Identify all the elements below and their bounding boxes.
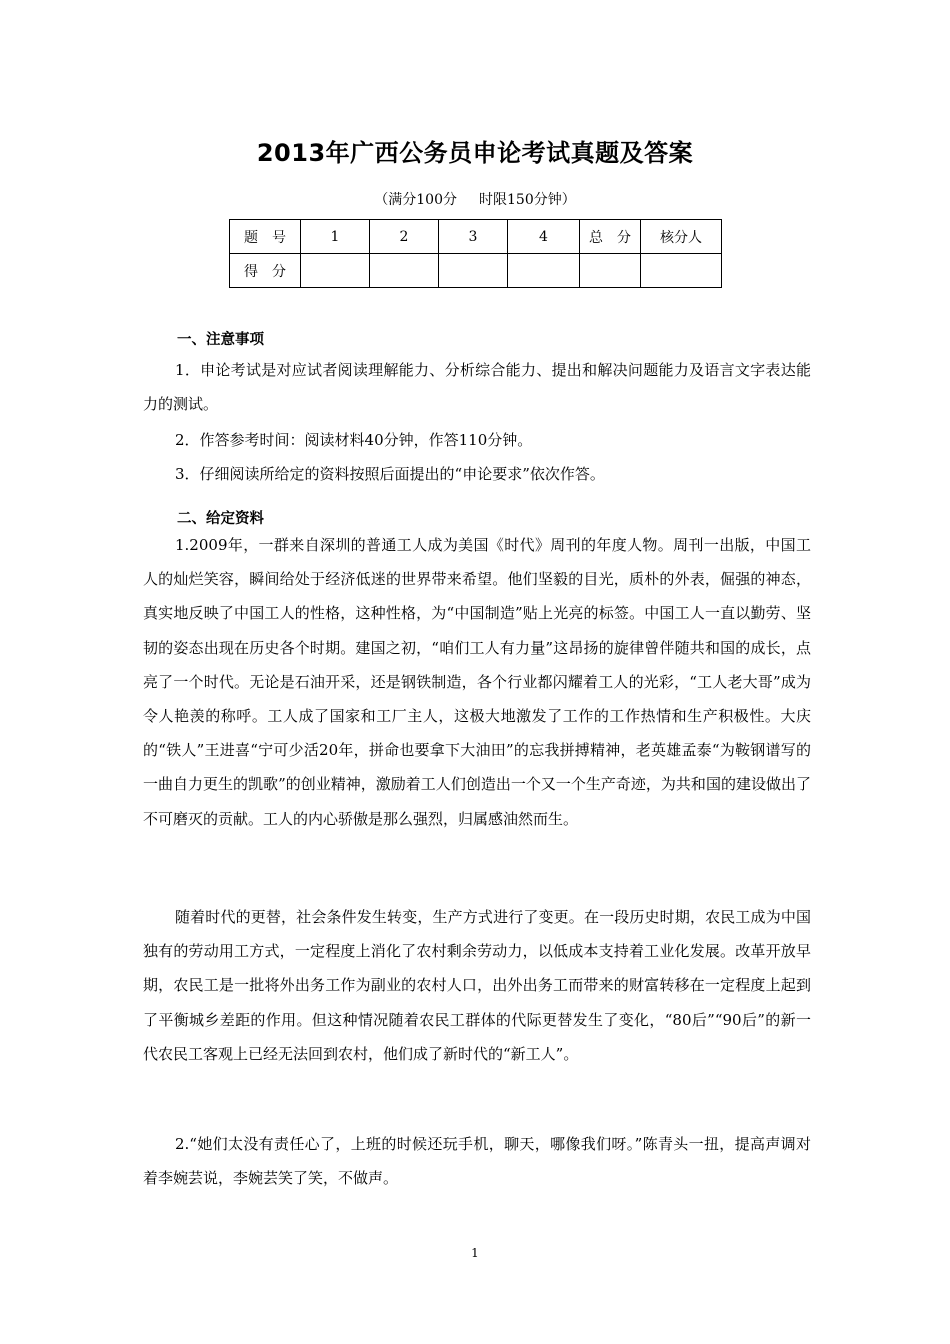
- header-cell-checker: 核分人: [641, 220, 722, 254]
- score-row-label: 得 分: [230, 254, 301, 288]
- header-cell-total: 总 分: [580, 220, 641, 254]
- notes-item-3: 3．仔细阅读所给定的资料按照后面提出的“申论要求”依次作答。: [175, 465, 605, 483]
- header-cell-q2: 2: [370, 220, 439, 254]
- header-cell-q3: 3: [439, 220, 508, 254]
- score-cell-total[interactable]: [580, 254, 641, 288]
- score-table-header-row: [230, 220, 722, 254]
- score-cell-q2[interactable]: [370, 254, 439, 288]
- document-title: 2013年广西公务员申论考试真题及答案: [256, 139, 694, 167]
- header-cell-q4: 4: [508, 220, 580, 254]
- exam-subtitle: [0, 189, 950, 209]
- material-paragraph-2: 随着时代的更替，社会条件发生转变，生产方式进行了变更。在一段历史时期，农民工成为中国独有的劳动用工方式，一定程度上消化了农村剩余劳动力，以低成本支持着工业化发展。改革开放早期，农民工是一批将外出务工作为副业的农村人口，出外出务工而带来的财富转移在一定程度上起到了平衡城乡差距的作用。但这种情况随着农民工群体的代际更替发生了变化，“80后”“90后”的新一代农民工客观上已经无法回到农村，他们成了新时代的“新工人”。: [143, 908, 811, 1063]
- page-number: 1: [471, 1246, 479, 1260]
- section-heading-notes: 一、注意事项: [177, 332, 264, 348]
- time-limit-text: 时限150分钟）: [479, 192, 576, 208]
- notes-item-1: 1．申论考试是对应试者阅读理解能力、分析综合能力、提出和解决问题能力及语言文字表达能力的测试。: [143, 361, 811, 414]
- full-score-text: （满分100分: [374, 192, 457, 208]
- score-cell-checker[interactable]: [641, 254, 722, 288]
- material-paragraph-1: 1.2009年，一群来自深圳的普通工人成为美国《时代》周刊的年度人物。周刊一出版，中国工人的灿烂笑容，瞬间给处于经济低迷的世界带来希望。他们坚毅的目光，质朴的外表，倔强的神态，真实地反映了中国工人的性格，这种性格，为“中国制造”贴上光亮的标签。中国工人一直以勤劳、坚韧的姿态出现在历史各个时期。建国之初，“咱们工人有力量”这昂扬的旋律曾伴随共和国的成长，点亮了一个时代。无论是石油开采，还是钢铁制造，各个行业都闪耀着工人的光彩，“工人老大哥”成为令人艳羡的称呼。工人成了国家和工厂主人，这极大地激发了工作的工作热情和生产积极性。大庆的“铁人”王进喜“宁可少活20年，拼命也要拿下大油田”的忘我拼搏精神，老英雄孟泰“为鞍钢谱写的一曲自力更生的凯歌”的创业精神，激励着工人们创造出一个又一个生产奇迹，为共和国的建设做出了不可磨灭的贡献。工人的内心骄傲是那么强烈，归属感油然而生。: [143, 536, 811, 828]
- material-paragraph-3: 2.“她们太没有责任心了，上班的时候还玩手机，聊天，哪像我们呀。”陈青头一扭，提高声调对着李婉芸说，李婉芸笑了笑，不做声。: [143, 1135, 811, 1188]
- notes-item-2: 2．作答参考时间：阅读材料40分钟，作答110分钟。: [175, 431, 533, 449]
- section-heading-materials: 二、给定资料: [177, 511, 264, 527]
- score-cell-q3[interactable]: [439, 254, 508, 288]
- score-cell-q4[interactable]: [508, 254, 580, 288]
- score-cell-q1[interactable]: [301, 254, 370, 288]
- score-table-score-row: [230, 254, 722, 288]
- header-cell-q1: 1: [301, 220, 370, 254]
- header-cell-question-no: 题 号: [230, 220, 301, 254]
- score-table: [229, 219, 722, 288]
